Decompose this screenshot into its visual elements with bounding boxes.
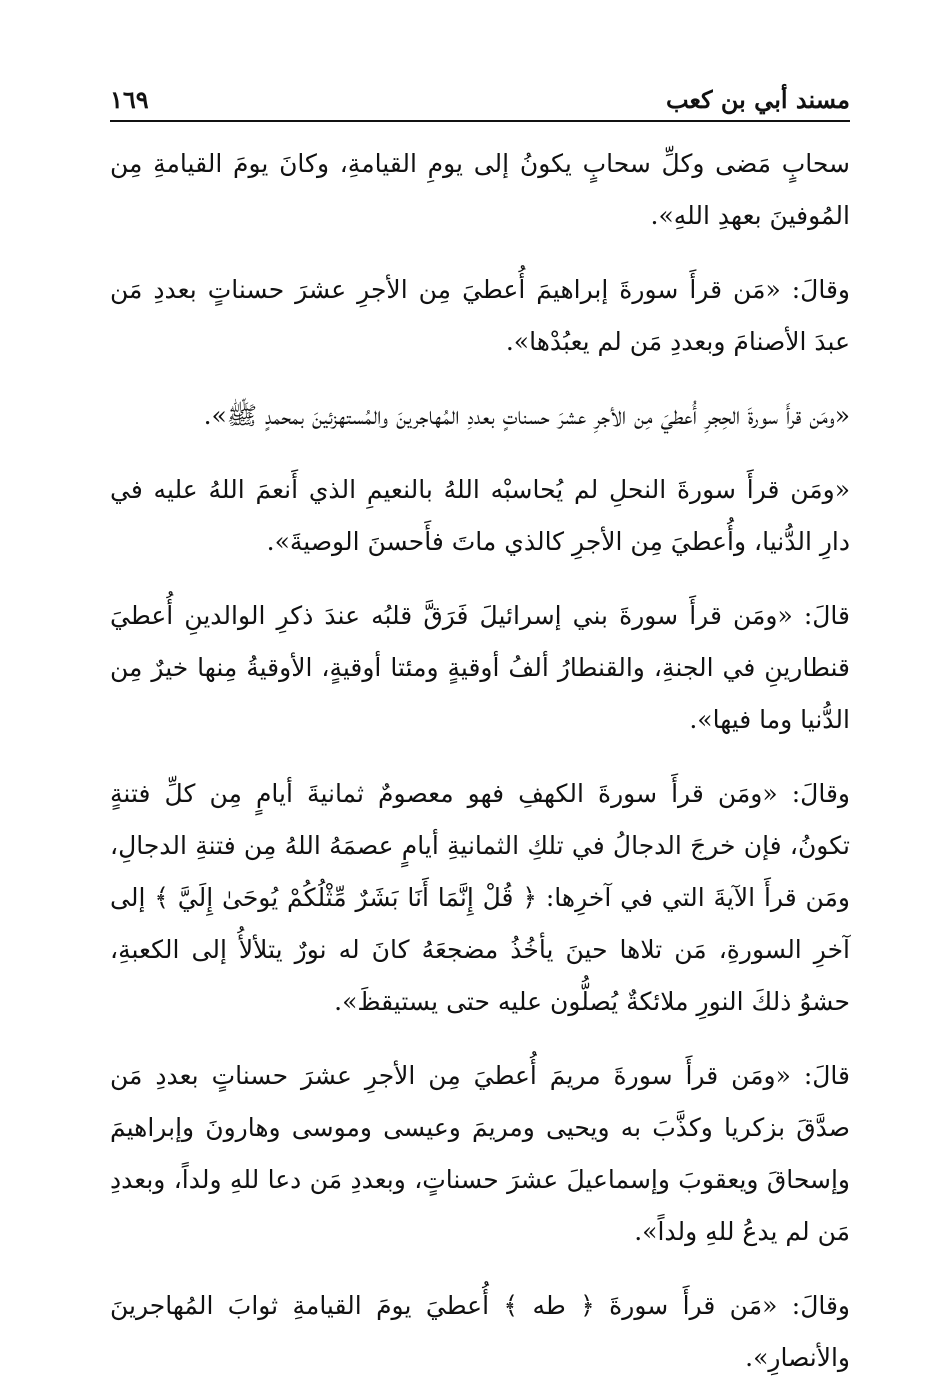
- book-page: [110, 82, 850, 1372]
- page-number: ١٦٩: [110, 85, 149, 114]
- paragraph: قالَ: «ومَن قرأَ سورةَ مريمَ أُعطيَ مِن الأجرِ عشرَ حسناتٍ بعددِ مَن صدَّقَ بزكريا وكذَّبَ به ويحيى ومريمَ وعيسى وموسى وهارونَ وإبراهيمَ وإسحاقَ ويعقوبَ وإسماعيلَ عشرَ حسناتٍ، وبعددِ مَن دعا للهِ ولداً، وبعددِ مَن لم يدعُ للهِ ولداً».: [110, 1061, 850, 1246]
- paragraph: «ومَن قرأَ سورةَ الحِجرِ أُعطيَ مِن الأجرِ عشرَ حسناتٍ بعددِ المُهاجرينَ والمُستهزئينَ بمحمدٍ ﷺ».: [203, 401, 850, 430]
- book-title: مسند أبي بن كعب: [665, 85, 850, 114]
- paragraph: «ومَن قرأَ سورةَ النحلِ لم يُحاسبْه اللهُ بالنعيمِ الذي أَنعمَ اللهُ عليه في دارِ الدُّنيا، وأُعطيَ مِن الأجرِ كالذي ماتَ فأَحسنَ الوصيةَ».: [110, 475, 850, 556]
- paragraph: سحابٍ مَضى وكلِّ سحابٍ يكونُ إلى يومِ القيامةِ، وكانَ يومَ القيامةِ مِن المُوفينَ بعهدِ اللهِ».: [110, 149, 850, 230]
- page-content: [110, 138, 850, 1384]
- paragraph: وقالَ: «مَن قرأَ سورةَ ﴿ طه ﴾ أُعطيَ يومَ القيامةِ ثوابَ المُهاجرينَ والأنصارِ».: [110, 1291, 850, 1372]
- paragraph: قالَ: «ومَن قرأَ سورةَ بني إسرائيلَ فَرَقَّ قلبُه عندَ ذكرِ الوالدينِ أُعطيَ قنطارينِ في الجنةِ، والقنطارُ ألفُ أوقيةٍ ومئتا أوقيةٍ، الأوقيةُ مِنها خيرٌ مِن الدُّنيا وما فيها».: [110, 601, 850, 734]
- running-header: [110, 82, 850, 122]
- paragraph: وقالَ: «مَن قرأَ سورةَ إبراهيمَ أُعطيَ مِن الأجرِ عشرَ حسناتٍ بعددِ مَن عبدَ الأصنامَ وبعددِ مَن لم يعبُدْها».: [110, 275, 850, 356]
- paragraph: وقالَ: «ومَن قرأَ سورةَ الكهفِ فهو معصومٌ ثمانيةَ أيامٍ مِن كلِّ فتنةٍ تكونُ، فإن خرجَ الدجالُ في تلكِ الثمانيةِ أيامٍ عصمَهُ اللهُ مِن فتنةِ الدجالِ، ومَن قرأَ الآيةَ التي في آخرِها: ﴿ قُلْ إِنَّمَا أَنَا بَشَرٌ مِّثْلُكُمْ يُوحَىٰ إِلَيَّ ﴾ إلى آخرِ السورةِ، مَن تلاها حينَ يأخُذُ مضجعَهُ كانَ له نورٌ يتلألأُ إلى الكعبةِ، حشوُ ذلكَ النورِ ملائكةٌ يُصلُّون عليه حتى يستيقظَ».: [110, 779, 850, 1016]
